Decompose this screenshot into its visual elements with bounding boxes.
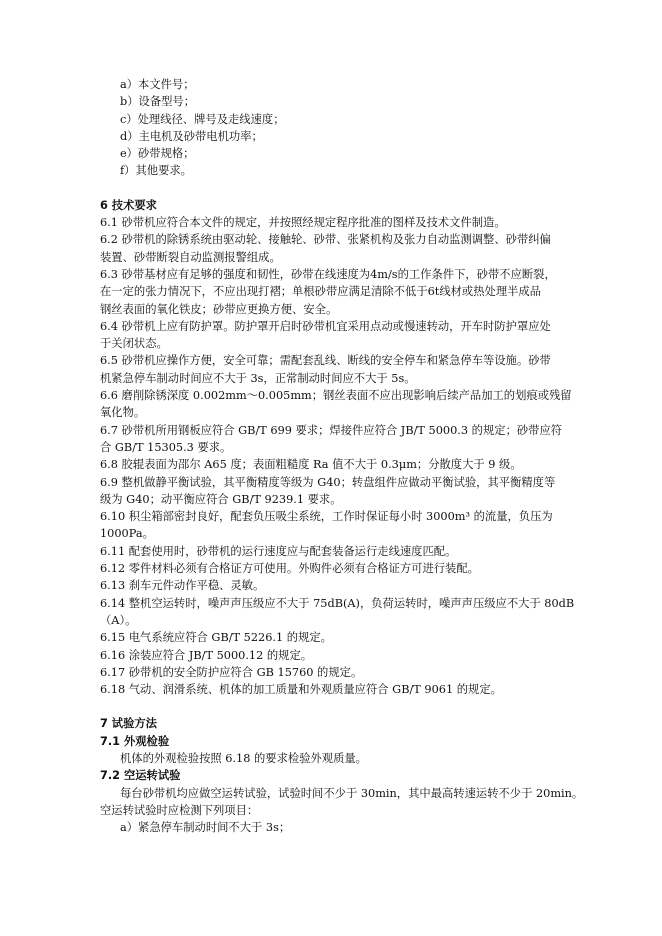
paragraph-line: 机体的外观检验按照 6.18 的要求检验外观质量。 (120, 751, 367, 765)
paragraph-line: 空运转试验时应检测下列项目： (100, 803, 259, 817)
paragraph-line: 6.8 胶辊表面为邵尔 A65 度；表面粗糙度 Ra 值不大于 0.3μm；分散度大于 9 级。 (100, 458, 522, 472)
paragraph-line: 6.2 砂带机的除锈系统由驱动轮、接触轮、砂带、张紧机构及张力自动监测调整、砂带纠偏 (100, 233, 551, 247)
list-item: b）设备型号； (120, 95, 196, 109)
list-item: c）处理线径、牌号及走线速度； (120, 112, 285, 126)
paragraph-line: 6.3 砂带基材应有足够的强度和韧性，砂带在线速度为4m/s的工作条件下，砂带不应断裂， (100, 267, 556, 281)
paragraph-line: （A）。 (100, 613, 137, 627)
paragraph-line: 合 GB/T 15305.3 要求。 (100, 440, 232, 454)
paragraph-line: 6.6 磨削除锈深度 0.002mm～0.005mm；钢丝表面不应出现影响后续产品加工的划痕或残留 (100, 389, 572, 403)
paragraph-line: 6.13 刹车元件动作平稳、灵敏。 (100, 579, 265, 593)
paragraph-line: 6.1 砂带机应符合本文件的规定，并按照经规定程序批准的图样及技术文件制造。 (100, 216, 506, 230)
paragraph-line: 6.14 整机空运转时，噪声声压级应不大于 75dB(A)，负荷运转时，噪声声压级应不大于 80dB (100, 596, 575, 610)
paragraph-line: 6.12 零件材料必须有合格证方可使用。外购件必须有合格证方可进行装配。 (100, 562, 479, 576)
paragraph-line: 氧化物。 (100, 406, 146, 420)
paragraph-line: 6.7 砂带机所用钢板应符合 GB/T 699 要求；焊接件应符合 JB/T 5000.3 的规定；砂带应符 (100, 423, 563, 437)
paragraph-line: 机紧急停车制动时间应不大于 3s，正常制动时间应不大于 5s。 (100, 371, 416, 385)
paragraph-line: 6.4 砂带机上应有防护罩。防护罩开启时砂带机宜采用点动或慢速转动，开车时防护罩应处 (100, 319, 551, 333)
paragraph-line: 6.18 气动、润滑系统、机体的加工质量和外观质量应符合 GB/T 9061 的规定。 (100, 683, 502, 697)
paragraph-line: 装置、砂带断裂自动监测报警组成。 (100, 250, 281, 264)
paragraph-line: 6.11 配套使用时，砂带机的运行速度应与配套装备运行走线速度匹配。 (100, 544, 457, 558)
paragraph-line: 6.15 电气系统应符合 GB/T 5226.1 的规定。 (100, 631, 332, 645)
list-item: f）其他要求。 (120, 164, 192, 178)
paragraph-line: 钢丝表面的氧化铁皮；砂带应更换方便、安全。 (100, 302, 338, 316)
list-item: e）砂带规格； (120, 147, 195, 161)
paragraph-line: 6.10 积尘箱部密封良好，配套负压吸尘系统，工作时保证每小时 3000m³ 的流量，负压为 (100, 510, 553, 524)
paragraph-line: 于关闭状态。 (100, 337, 168, 351)
order-info-list (100, 76, 570, 180)
list-item: a）本文件号； (120, 78, 195, 91)
list-item: a）紧急停车制动时间不大于 3s； (120, 821, 291, 835)
paragraph-line: 6.5 砂带机应操作方便，安全可靠；需配套乱线、断线的安全停车和紧急停车等设施。砂带 (100, 354, 551, 368)
paragraph-line: 6.17 砂带机的安全防护应符合 GB 15760 的规定。 (100, 665, 363, 679)
section-test-methods (100, 715, 584, 836)
section-heading: 7 试验方法 (100, 717, 157, 731)
paragraph-line: 1000Pa。 (100, 527, 154, 541)
paragraph-line: 在一定的张力情况下，不应出现打褶；单根砂带应满足清除不低于6t线材或热处理半成品 (100, 285, 542, 299)
subsection-heading: 7.2 空运转试验 (100, 769, 181, 783)
list-item: d）主电机及砂带电机功率； (120, 129, 263, 143)
paragraph-line: 每台砂带机均应做空运转试验，试验时间不少于 30min，其中最高转速运转不少于 20min。 (120, 786, 584, 800)
section-technical-requirements (100, 197, 575, 699)
document-page (100, 76, 584, 836)
paragraph-line: 级为 G40；动平衡应符合 GB/T 9239.1 要求。 (100, 492, 342, 506)
section-heading: 6 技术要求 (100, 198, 157, 212)
subsection-heading: 7.1 外观检验 (100, 734, 170, 748)
paragraph-line: 6.9 整机做静平衡试验，其平衡精度等级为 G40；转盘组件应做动平衡试验，其平衡精度等 (100, 475, 556, 489)
paragraph-line: 6.16 涂装应符合 JB/T 5000.12 的规定。 (100, 648, 313, 662)
